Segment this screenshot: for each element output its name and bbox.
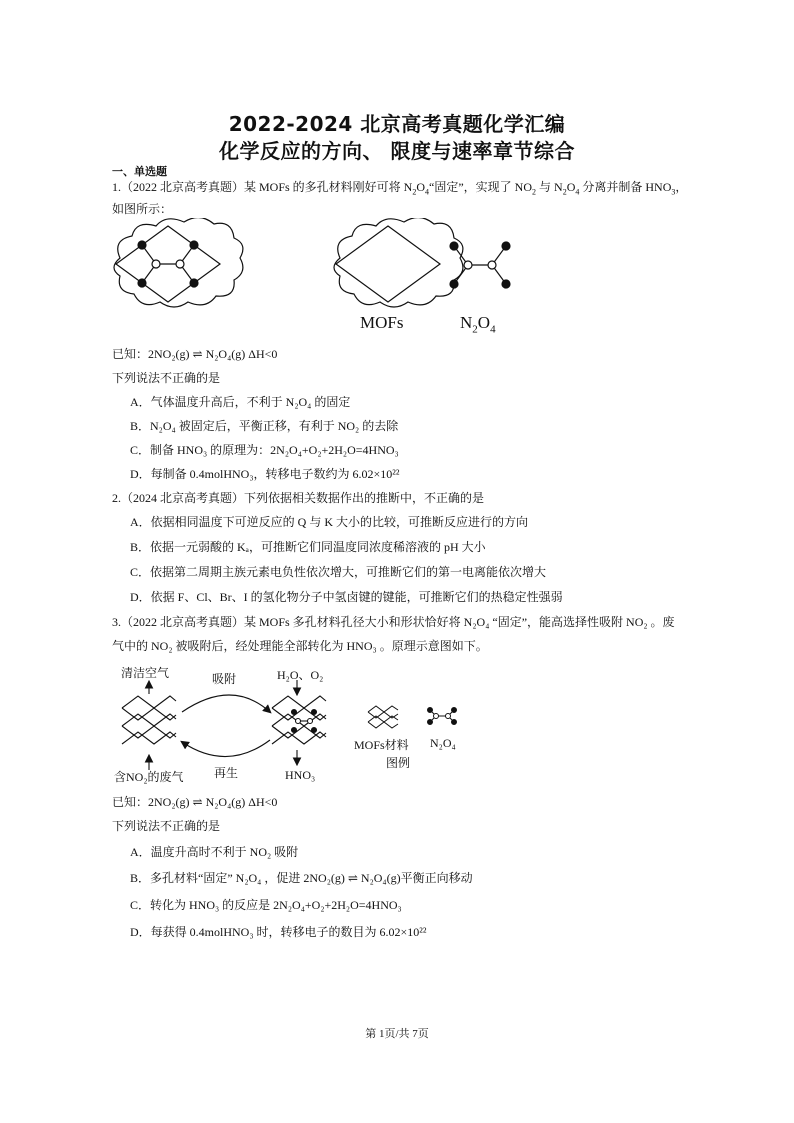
n2o4-label: $N_2O_4$ xyxy=(460,313,496,336)
clean-air-label: 清洁空气 xyxy=(121,666,170,680)
regen-label: 再生 xyxy=(214,766,239,780)
q2-option-c: C．依据第二周期主族元素电负性依次增大，可推断它们的第一电离能依次增大 xyxy=(130,565,547,579)
q3-option-d: D．每获得 0.4molHNO₃ 时，转移电子的数目为 6.02×10²² xyxy=(130,925,427,939)
q1-known: 已知：2NO₂(g) ⇌ N₂O₄(g) ΔH<0 xyxy=(112,347,278,361)
n2o4-molecule-diagram xyxy=(450,242,510,288)
mofs-with-n2o4-diagram xyxy=(114,218,243,307)
q1-option-d: D．每制备 0.4molHNO₃，转移电子数约为 6.02×10²² xyxy=(130,467,400,481)
page-subtitle: 化学反应的方向、 限度与速率章节综合 xyxy=(219,139,575,163)
q3-prompt: 下列说法不正确的是 xyxy=(112,819,221,833)
mofs-lattice-right xyxy=(272,696,326,744)
q1-prompt: 下列说法不正确的是 xyxy=(112,371,221,385)
legend-title: 图例 xyxy=(386,756,411,770)
adsorb-arrow xyxy=(182,695,270,712)
q2-stem: 2.（2024 北京高考真题）下列依据相关数据作出的推断中，不正确的是 xyxy=(112,491,485,505)
section-heading: 一、单选题 xyxy=(112,165,167,178)
q3-stem-line2: 气中的 NO₂ 被吸附后，经处理能全部转化为 HNO₃ 。原理示意图如下。 xyxy=(112,639,488,653)
page-title: 2022-2024 北京高考真题化学汇编 xyxy=(228,112,566,136)
page-footer: 第 1页/共 7页 xyxy=(365,1028,429,1040)
mofs-lattice-left xyxy=(122,696,176,744)
h2o-o2-label: H₂O、O₂ xyxy=(277,668,324,682)
q2-option-a: A．依据相同温度下可逆反应的 Q 与 K 大小的比较，可推断反应进行的方向 xyxy=(130,515,529,529)
q3-known: 已知：2NO₂(g) ⇌ N₂O₄(g) ΔH<0 xyxy=(112,795,278,809)
q3-option-c: C．转化为 HNO₃ 的反应是 2N₂O₄+O₂+2H₂O=4HNO₃ xyxy=(130,898,402,912)
legend-mofs-icon xyxy=(368,706,398,728)
q3-stem-line1: 3.（2022 北京高考真题）某 MOFs 多孔材料孔径大小和形状恰好将 N₂O₄ “固定”，能高选择性吸附 NO₂ 。废 xyxy=(112,615,675,629)
legend-n2o4-icon xyxy=(428,708,457,725)
q2-option-b: B．依据一元弱酸的 Kₐ，可推断它们同温度同浓度稀溶液的 pH 大小 xyxy=(130,540,486,554)
q3-option-b: B．多孔材料“固定” N₂O₄ ，促进 2NO₂(g) ⇌ N₂O₄(g)平衡正向移动 xyxy=(130,871,473,885)
q1-option-c: C．制备 HNO₃ 的原理为：2N₂O₄+O₂+2H₂O=4HNO₃ xyxy=(130,443,399,457)
hno3-label: HNO₃ xyxy=(285,768,316,782)
waste-gas-label: 含NO₂的废气 xyxy=(114,770,184,784)
q1-stem-line2: 如图所示： xyxy=(112,202,173,216)
q1-stem: 1.（2022 北京高考真题）某 MOFs 的多孔材料刚好可将 $N_2O_4“$固定”，实现了 $NO_2$ 与 $N_2O_4$ 分离并制备 $HNO_3$， xyxy=(112,180,688,197)
q1-option-a: A．气体温度升高后，不利于 N₂O₄ 的固定 xyxy=(130,395,351,409)
legend-mofs-label: MOFs材料 xyxy=(354,738,409,752)
mofs-diagram xyxy=(334,218,463,307)
regen-arrow xyxy=(182,740,270,757)
legend-n2o4-label: N₂O₄ xyxy=(430,736,456,750)
q1-option-b: B．N₂O₄ 被固定后，平衡正移，有利于 NO₂ 的去除 xyxy=(130,419,399,433)
q2-option-d: D．依据 F、Cl、Br、I 的氢化物分子中氢卤键的键能，可推断它们的热稳定性强弱 xyxy=(130,590,563,604)
q3-option-a: A．温度升高时不利于 NO₂ 吸附 xyxy=(130,845,299,859)
adsorb-label: 吸附 xyxy=(212,672,237,686)
mofs-label: MOFs xyxy=(360,313,404,332)
